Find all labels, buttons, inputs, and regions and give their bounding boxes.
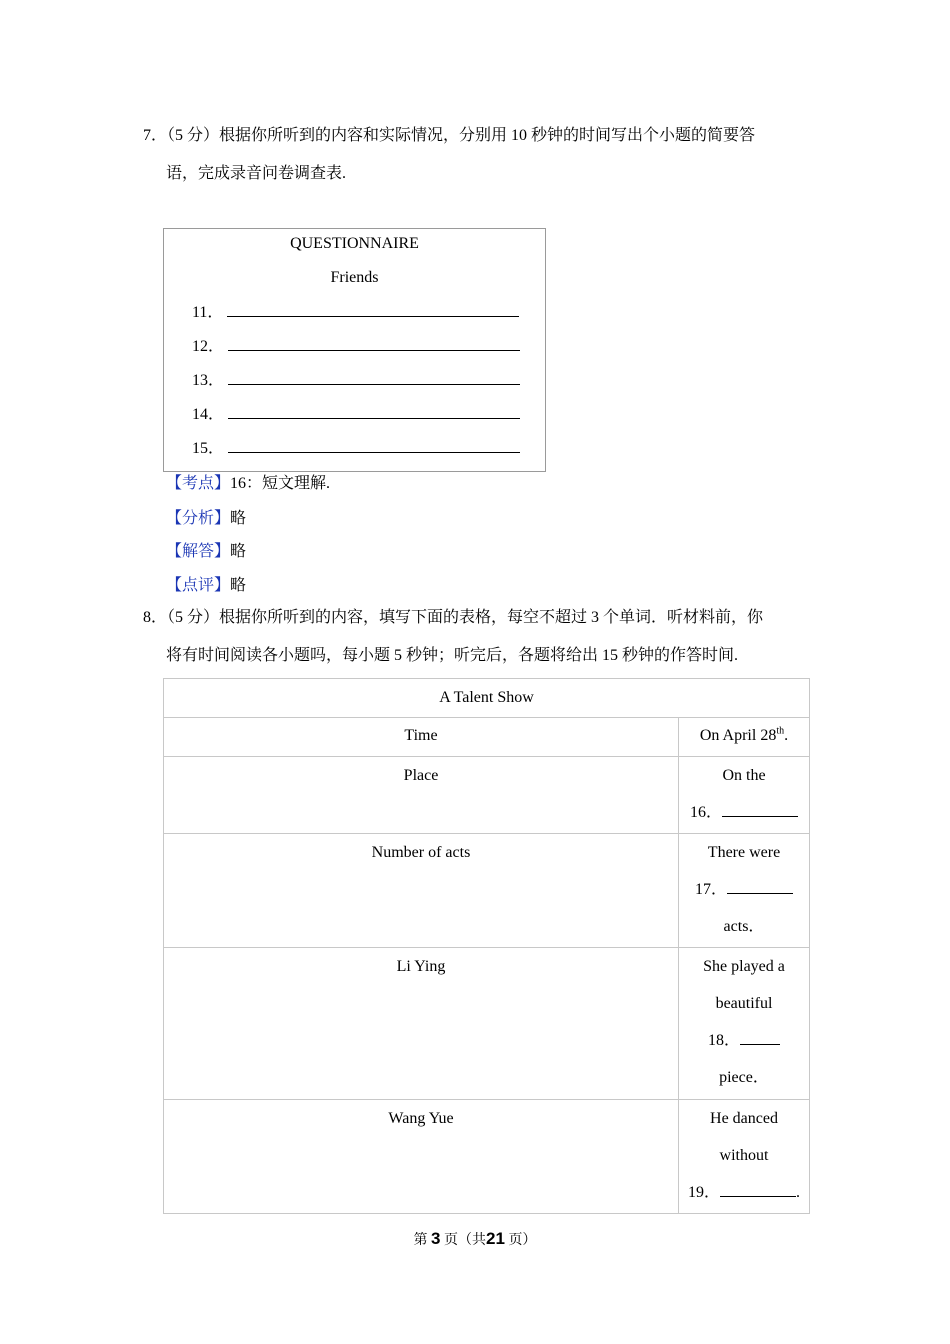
item-number: 11．: [192, 304, 224, 321]
table-row: [164, 757, 810, 834]
q7-number: 7．: [143, 127, 168, 144]
value-text: .: [784, 727, 789, 744]
q8-line1: [143, 608, 763, 628]
analysis-text: 略: [230, 543, 247, 560]
analysis-tag: 【考点】: [166, 475, 231, 492]
analysis-jieda: [166, 542, 246, 562]
analysis-text: 略: [230, 577, 247, 594]
questionnaire-item: [192, 438, 520, 459]
page-footer: [0, 1229, 950, 1251]
value-blank-line: [679, 794, 809, 831]
questionnaire-item: [192, 302, 519, 323]
q8-number: 8．: [143, 609, 168, 626]
analysis-fenxi: [166, 509, 246, 529]
q8-text-line1: （5 分）根据你所听到的内容，填写下面的表格，每空不超过 3 个单词．听材料前，你: [167, 609, 764, 626]
item-number: 14．: [192, 406, 225, 423]
q7-text-line1: （5 分）根据你所听到的内容和实际情况，分别用 10 秒钟的时间写出个小题的简要答: [167, 127, 756, 144]
footer-text: 第: [413, 1233, 428, 1248]
item-number: 15．: [192, 440, 225, 457]
analysis-text: 略: [230, 510, 247, 527]
table-row: [164, 948, 810, 1100]
blank-number: 16．: [689, 804, 722, 821]
analysis-tag: 【点评】: [166, 577, 231, 594]
footer-text: 页）: [508, 1233, 537, 1248]
answer-blank[interactable]: [228, 438, 520, 453]
blank-number: 18．: [707, 1032, 740, 1049]
value-text: There were: [707, 844, 781, 861]
value-blank-line: [679, 1174, 809, 1211]
table-title: A Talent Show: [164, 679, 810, 718]
table-row: [164, 834, 810, 948]
answer-blank[interactable]: [228, 404, 520, 419]
value-text: beautiful: [715, 995, 773, 1012]
analysis-tag: 【解答】: [166, 543, 231, 560]
questionnaire-item: [192, 336, 520, 357]
value-blank-line: [679, 871, 809, 908]
questionnaire-item: [192, 370, 520, 391]
value-text: On April 28: [699, 727, 777, 744]
row-label: Time: [164, 718, 679, 757]
answer-blank[interactable]: [740, 1030, 780, 1045]
table-row: [164, 1100, 810, 1214]
table-row: [164, 679, 810, 718]
answer-blank[interactable]: [720, 1182, 796, 1197]
value-text: She played a: [703, 958, 785, 975]
value-text: without: [719, 1147, 769, 1164]
questionnaire-item: [192, 404, 520, 425]
row-label: Number of acts: [164, 834, 679, 948]
total-pages: 21: [486, 1229, 505, 1248]
answer-blank[interactable]: [228, 370, 520, 385]
q8-text-line2: 将有时间阅读各小题吗，每小题 5 秒钟；听完后，各题将给出 15 秒钟的作答时间.: [166, 647, 739, 664]
row-value: [679, 948, 810, 1100]
analysis-kaodian: [166, 474, 330, 494]
questionnaire-title: QUESTIONNAIRE: [290, 235, 419, 252]
answer-blank[interactable]: [227, 302, 519, 317]
item-number: 13．: [192, 372, 225, 389]
value-text: On the: [722, 767, 766, 784]
analysis-text: 16：短文理解.: [230, 475, 331, 492]
answer-blank[interactable]: [727, 879, 793, 894]
row-label: Wang Yue: [164, 1100, 679, 1214]
answer-blank[interactable]: [228, 336, 520, 351]
value-superscript: th: [776, 725, 785, 737]
value-text: He danced: [710, 1110, 778, 1127]
questionnaire-subtitle: Friends: [330, 269, 379, 286]
value-text: piece．: [719, 1069, 769, 1086]
value-blank-line: [679, 1022, 809, 1059]
item-number: 12．: [192, 338, 225, 355]
page-number: 3: [431, 1229, 441, 1248]
q7-line1: [143, 126, 755, 146]
analysis-tag: 【分析】: [166, 510, 231, 527]
analysis-dianping: [166, 576, 246, 596]
value-text: .: [796, 1184, 800, 1201]
talent-show-table: [163, 678, 810, 1214]
row-value: [679, 757, 810, 834]
row-label: Place: [164, 757, 679, 834]
row-value: [679, 718, 810, 757]
answer-blank[interactable]: [722, 802, 798, 817]
row-value: [679, 834, 810, 948]
row-label: Li Ying: [164, 948, 679, 1100]
row-value: [679, 1100, 810, 1214]
blank-number: 19．: [687, 1184, 720, 1201]
value-text: acts．: [723, 918, 765, 935]
questionnaire-box: [163, 228, 546, 472]
footer-text: 页（共: [444, 1233, 487, 1248]
table-row: [164, 718, 810, 757]
q7-text-line2: 语，完成录音问卷调查表.: [166, 165, 347, 182]
blank-number: 17．: [694, 881, 727, 898]
